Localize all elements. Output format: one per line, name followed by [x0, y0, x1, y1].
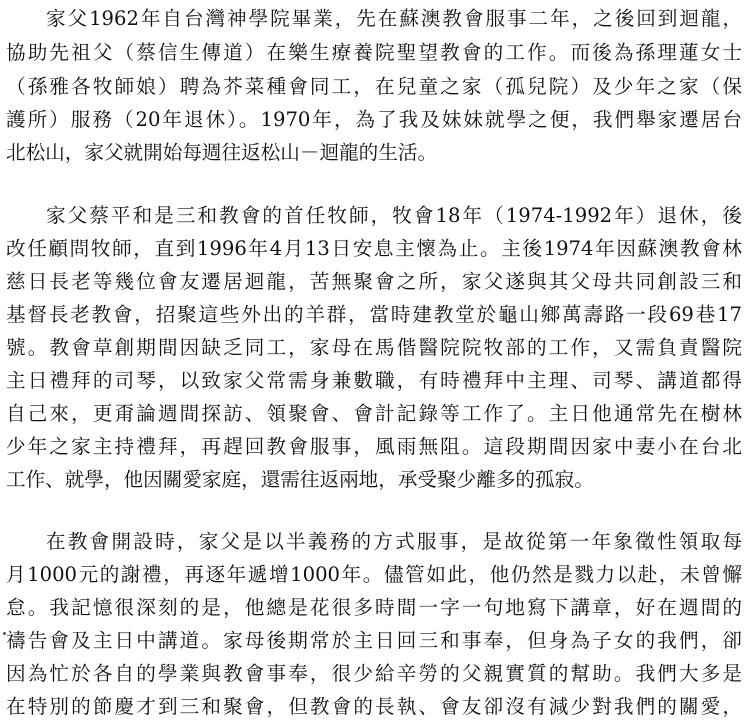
text-line: 家父1962年自台灣神學院畢業，先在蘇澳教會服事二年，之後回到迴龍， [46, 7, 742, 30]
text-line: 怠。我記憶很深刻的是，他總是花很多時間一字一句地寫下講章，好在週間的 [6, 596, 742, 619]
text-line: 在教會開設時，家父是以半義務的方式服事，是故從第一年象徵性領取每 [46, 530, 742, 553]
text-line: 主日禮拜的司琴，以致家父常需身兼數職，有時禮拜中主理、司琴、講道都得 [6, 369, 742, 392]
scan-speck [3, 632, 6, 635]
text-line: 自己來，更甭論週間探訪、領聚會、會計記錄等工作了。主日他通常先在樹林 [6, 402, 742, 425]
text-line: 護所）服務（20年退休）。1970年，為了我及妹妹就學之便，我們舉家遷居台 [6, 108, 742, 131]
text-line: 北松山，家父就開始每週往返松山－迴龍的生活。 [6, 141, 438, 164]
text-line: 改任顧問牧師，直到1996年4月13日安息主懷為止。主後1974年因蘇澳教會林 [6, 237, 742, 260]
text-line: 家父蔡平和是三和教會的首任牧師，牧會18年（1974-1992年）退休，後 [46, 204, 742, 227]
text-line: 工作、就學，他因關愛家庭，還需往返兩地，承受聚少離多的孤寂。 [6, 468, 594, 491]
text-line: 禱告會及主日中講道。家母後期常於主日回三和事奉，但身為子女的我們，卻 [6, 629, 742, 652]
text-line: 協助先祖父（蔡信生傳道）在樂生療養院聖望教會的工作。而後為孫理蓮女士 [6, 41, 742, 64]
text-line: 月1000元的謝禮，再逐年遞增1000年。儘管如此，他仍然是戮力以赴，未曾懈 [6, 563, 742, 586]
text-line: 號。教會草創期間因缺乏同工，家母在馬偕醫院院牧部的工作，又需負責醫院 [6, 336, 742, 359]
text-line: 慈日長老等幾位會友遷居迴龍，苦無聚會之所，家父遂與其父母共同創設三和 [6, 270, 742, 293]
text-line: 因為忙於各自的學業與教會事奉，很少給辛勞的父親實質的幫助。我們大多是 [6, 662, 742, 685]
text-line: （孫雅各牧師娘）聘為芥菜種會同工，在兒童之家（孤兒院）及少年之家（保 [6, 75, 742, 98]
text-line: 基督長老教會，招聚這些外出的羊群，當時建教堂於龜山鄉萬壽路一段69巷17 [6, 303, 742, 326]
text-line: 少年之家主持禮拜，再趕回教會服事，風雨無阻。這段期間因家中妻小在台北 [6, 435, 742, 458]
text-line: 在特別的節慶才到三和聚會，但教會的長執、會友卻沒有減少對我們的關愛， [6, 695, 742, 718]
